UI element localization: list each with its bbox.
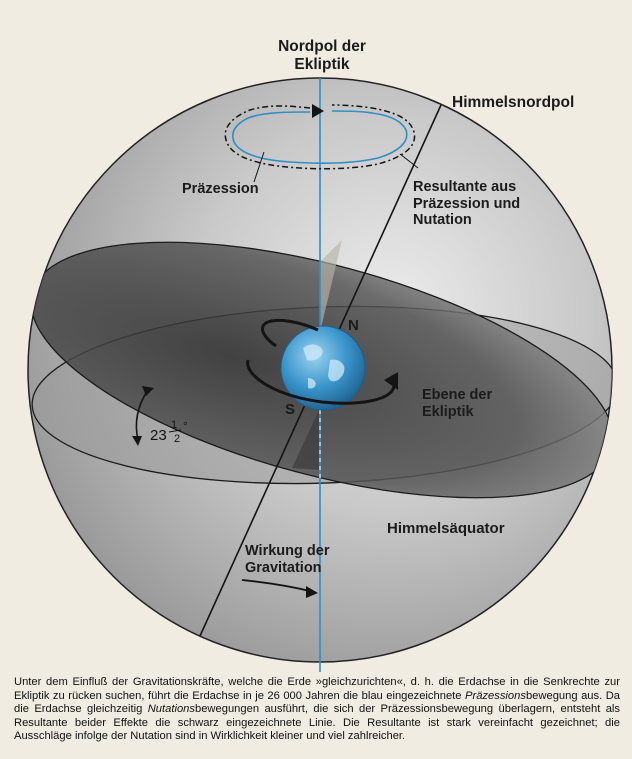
label-celestial-equator: Himmelsäquator (387, 520, 505, 537)
tilt-denominator: 2 (174, 433, 181, 445)
label-south: S (285, 401, 296, 418)
caption-part-3: bewegungen ausführt, die sich der Präzessionsbewegung überlagern, entsteht als Resultante beider Effekte die schwarz eingezeichnete Linie. Die Resultante ist stark vereinfacht gezeichnet; die Ausschläge infolge der Nutation sind in Wirklichkeit kleiner und viel zahlreicher. (14, 703, 620, 743)
label-north-pole-ecliptic: Nordpol der Ekliptik (278, 38, 366, 73)
figure-caption (14, 676, 620, 744)
label-celestial-north-pole: Himmelsnordpol (452, 94, 575, 111)
caption-part-1: Unter dem Einfluß der Gravitationskräfte, welche die Erde »gleichzurichten«, d. h. die Erdachse in die Senkrechte zur Ekliptik zu rücken suchen, führt die Erdachse in je 26 000 Jahren die blau eingezeichnete (14, 676, 620, 702)
label-north: N (348, 317, 359, 334)
label-precession: Präzession (182, 181, 259, 197)
caption-em-1: Präzessions (465, 689, 526, 702)
tilt-whole: 23 (150, 427, 167, 444)
caption-em-2: Nutations (147, 703, 195, 716)
tilt-unit: ° (183, 419, 188, 433)
tilt-numerator: 1 (171, 419, 178, 431)
label-ecliptic-plane: Ebene der Ekliptik (422, 387, 493, 420)
label-resultant: Resultante aus Präzession und Nutation (413, 179, 521, 229)
label-gravitation: Wirkung der Gravitation (245, 543, 330, 576)
caption-part-2: bewegung aus. Da die Erdachse gleichzeitig (14, 689, 621, 716)
